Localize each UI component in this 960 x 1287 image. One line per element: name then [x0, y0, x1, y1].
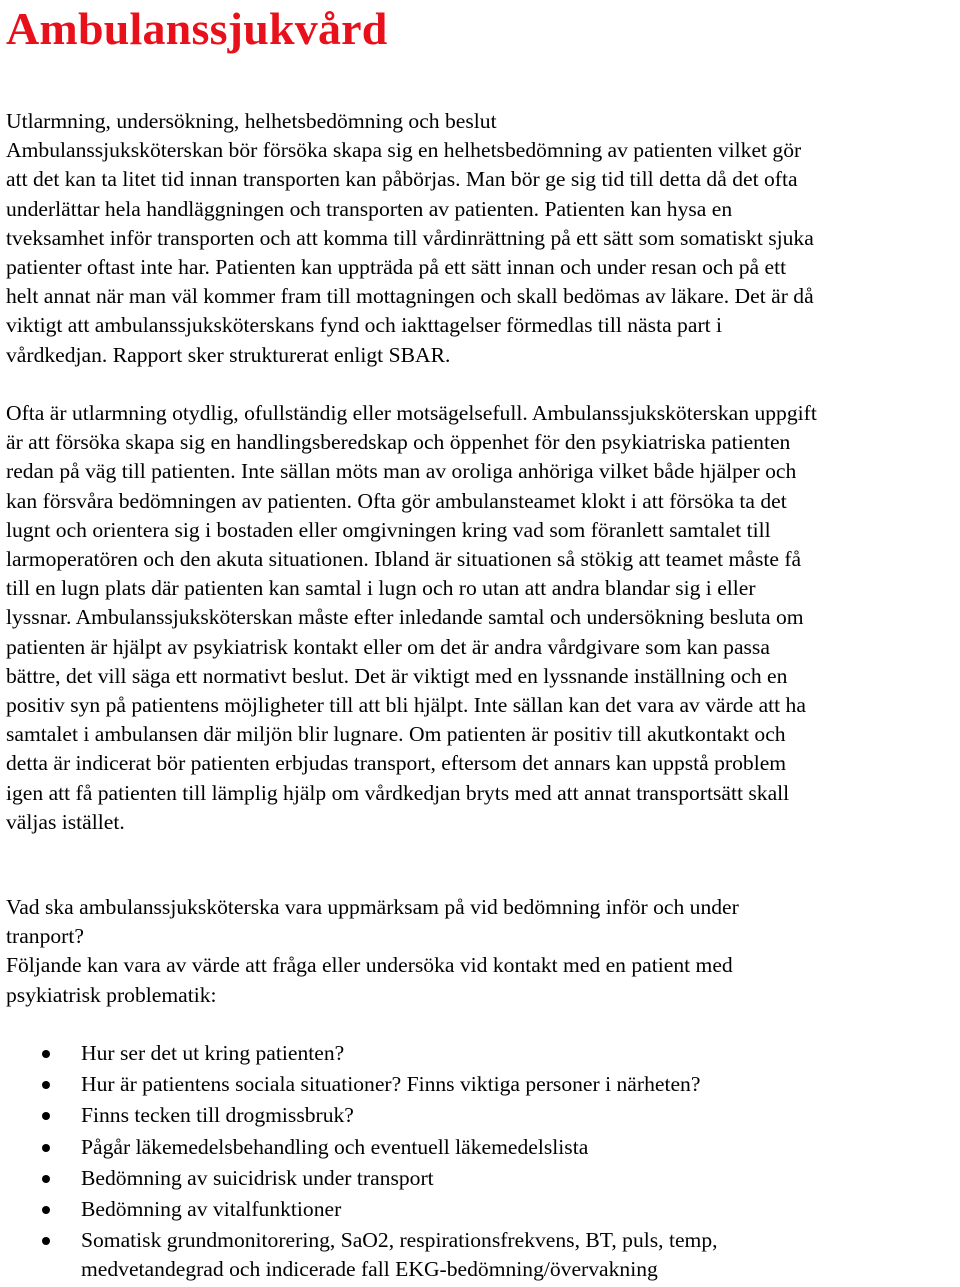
list-item-text: Pågår läkemedelsbehandling och eventuell läkemedelslista	[81, 1134, 589, 1159]
bullet-dot-icon	[42, 1050, 50, 1058]
list-item-text: Hur ser det ut kring patienten?	[81, 1041, 345, 1065]
paragraph-line: positiv syn på patientens möjligheter till att bli hjälpt. Inte sällan kan det vara av värde att ha	[6, 693, 806, 718]
paragraph-line: till en lugn plats där patienten kan samtal i lugn och ro utan att andra blandar sig i eller	[6, 576, 756, 601]
paragraph-line: Ambulanssjuksköterskan bör försöka skapa sig en helhetsbedömning av patienten vilket gör	[6, 138, 802, 163]
paragraph-line: Vad ska ambulanssjuksköterska vara uppmärksam på vid bedömning inför och under	[6, 895, 739, 919]
list-item-text: medvetandegrad och indicerade fall EKG-bedömning/övervakning	[81, 1257, 658, 1282]
paragraph-line: patienten är hjälpt av psykiatrisk kontakt eller om det är andra vårdgivare som kan passa	[6, 634, 770, 659]
paragraph-utlarmning	[6, 107, 960, 370]
paragraph-line: lyssnar. Ambulanssjuksköterskan måste efter inledande samtal och undersökning besluta om	[6, 605, 804, 630]
list-item	[6, 1039, 960, 1068]
paragraph-line: patienter oftast inte har. Patienten kan uppträda på ett sätt innan och under resan och på ett	[6, 255, 787, 280]
list-item-text: Somatisk grundmonitorering, SaO2, respirationsfrekvens, BT, puls, temp,	[81, 1228, 718, 1253]
list-item-text: Finns tecken till drogmissbruk?	[81, 1103, 354, 1128]
list-item	[6, 1226, 960, 1284]
list-item	[6, 1195, 960, 1224]
bullet-dot-icon	[42, 1144, 50, 1152]
list-item	[6, 1133, 960, 1162]
bullet-dot-icon	[42, 1112, 50, 1120]
paragraph-line: är att försöka skapa sig en handlingsberedskap och öppenhet för den psykiatriska patienten	[6, 430, 791, 455]
list-item	[6, 1070, 960, 1099]
paragraph-line: kan försvåra bedömningen av patienten. Ofta gör ambulansteamet klokt i att försöka ta det	[6, 488, 787, 513]
paragraph-line: att det kan ta litet tid innan transporten kan påbörjas. Man bör ge sig tid till detta då det ofta	[6, 167, 798, 192]
list-item-text: Bedömning av suicidrisk under transport	[81, 1165, 434, 1190]
paragraph-line: samtalet i ambulansen där miljön blir lugnare. Om patienten är positiv till akutkontakt och	[6, 722, 786, 747]
paragraph-handlingsberedskap	[6, 399, 960, 837]
list-item	[6, 1164, 960, 1193]
paragraph-line: psykiatrisk problematik:	[6, 982, 217, 1007]
paragraph-line: redan på väg till patienten. Inte sällan möts man av oroliga anhöriga vilket både hjälper och	[6, 459, 797, 484]
paragraph-line: väljas istället.	[6, 809, 125, 834]
list-item-text: Hur är patientens sociala situationer? Finns viktiga personer i närheten?	[81, 1072, 701, 1097]
paragraph-line: tveksamhet inför transporten och att komma till vårdinrättning på ett sätt som somatiskt sjuka	[6, 225, 814, 250]
bullet-dot-icon	[42, 1081, 50, 1089]
page-title: Ambulanssjukvård	[6, 3, 388, 54]
paragraph-line: Ofta är utlarmning otydlig, ofullständig eller motsägelsefull. Ambulanssjuksköterskan uppgift	[6, 401, 817, 425]
paragraph-line: viktigt att ambulanssjuksköterskans fynd och iakttagelser förmedlas till nästa part i	[6, 313, 723, 338]
paragraph-bedomning-intro	[6, 893, 960, 1010]
paragraph-line: lugnt och orientera sig i bostaden eller omgivningen kring vad som föranlett samtalet till	[6, 517, 771, 542]
paragraph-line: bättre, det vill säga ett normativt beslut. Det är viktigt med en lyssnande inställning och en	[6, 663, 788, 688]
paragraph-line: vårdkedjan. Rapport sker strukturerat enligt SBAR.	[6, 342, 451, 367]
paragraph-line: detta är indicerat bör patienten erbjudas transport, eftersom det annars kan uppstå problem	[6, 751, 787, 776]
bullet-dot-icon	[42, 1206, 50, 1214]
bullet-dot-icon	[42, 1175, 50, 1183]
paragraph-line: tranport?	[6, 924, 84, 949]
list-item	[6, 1101, 960, 1130]
paragraph-line: underlättar hela handläggningen och transporten av patienten. Patienten kan hysa en	[6, 196, 733, 221]
assessment-bullet-list	[6, 1039, 960, 1287]
list-item-text: Bedömning av vitalfunktioner	[81, 1197, 342, 1222]
paragraph-line: helt annat när man väl kommer fram till mottagningen och skall bedömas av läkare. Det är då	[6, 284, 814, 309]
bullet-dot-icon	[42, 1237, 50, 1245]
paragraph-line: igen att få patienten till lämplig hjälp om vårdkedjan bryts med att annat transportsätt skall	[6, 780, 790, 805]
paragraph-line: larmoperatören och den akuta situationen. Ibland är situationen så stökig att teamet måste få	[6, 547, 802, 572]
paragraph-line: Följande kan vara av värde att fråga eller undersöka vid kontakt med en patient med	[6, 953, 733, 978]
paragraph-line: Utlarmning, undersökning, helhetsbedömning och beslut	[6, 109, 497, 133]
